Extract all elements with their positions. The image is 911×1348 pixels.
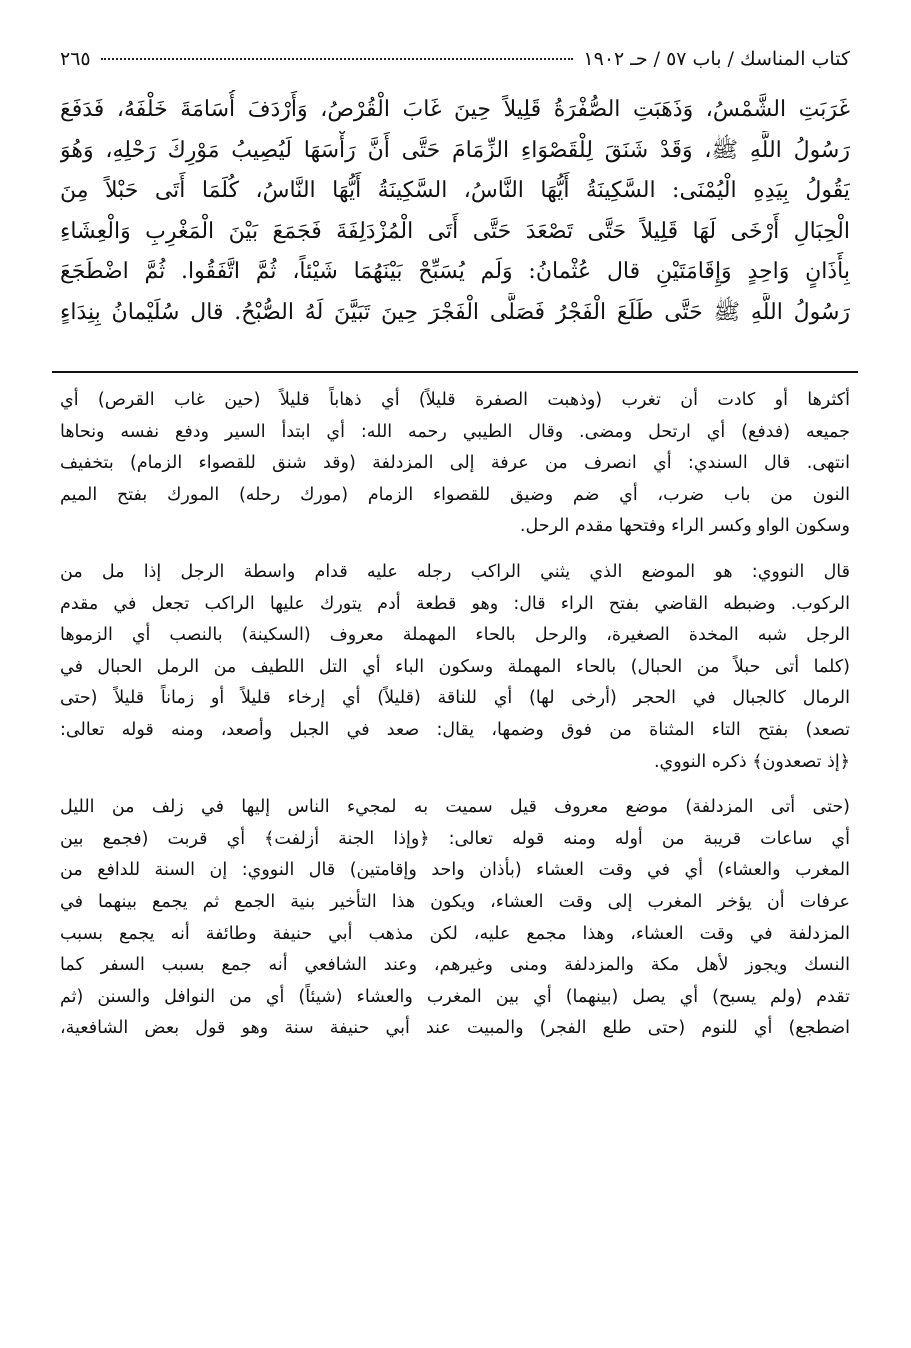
hadith-text: [60, 90, 850, 333]
commentary-line: (كلما أتى حبلاً من الحبال) بالحاء المهملة وسكون الباء أي التل اللطيف من الرمل الحبال في: [60, 656, 850, 677]
dotted-leader: [101, 58, 574, 60]
hadith-line: بِأَذَانٍ وَاحِدٍ وَإِقَامَتَيْنِ قال عُثْمانُ: وَلَم يُسَبِّحْ بَيْنَهُمَا شَيْئاً، ثُمَّ اتَّفَقُوا. ثُمَّ اضْطَجَعَ: [60, 259, 850, 284]
hadith-line: الْحِبَالِ أَرْخَى لَهَا قَلِيلاً حَتَّى تَصْعَدَ حَتَّى أَتَى الْمُزْدَلِفَةَ فَجَمَعَ بَيْنَ الْمَغْرِبِ وَالْعِشَاءِ: [60, 218, 850, 244]
commentary-line: النسك ويجوز لأهل مكة والمزدلفة ومنى وغيرهم، وعند الشافعي أنه جمع بسبب السفر كما: [60, 955, 850, 976]
hadith-line: غَرَبَتِ الشَّمْسُ، وَذَهَبَتِ الصُّفْرَةُ قَلِيلاً حِينَ غَابَ الْقُرْصُ، وَأَرْدَفَ أُسَامَةَ خَلْفَهُ، فَدَفَعَ: [60, 97, 850, 122]
commentary-line: المغرب والعشاء) أي في وقت العشاء (بأذان واحد وإقامتين) قال النووي: إن السنة للدافع من: [60, 860, 850, 881]
hadith-line: رَسُولُ اللَّهِ ﷺ حَتَّى طَلَعَ الْفَجْرُ فَصَلَّى الْفَجْرَ حِينَ تَبَيَّنَ لَهُ الصُّبْحُ. قال سُلَيْمانُ بِنِدَاءٍ: [60, 299, 850, 325]
commentary-line: (حتى أتى المزدلفة) موضع معروف قيل سميت به لمجيء الناس إليها في زلف من الليل: [60, 797, 850, 818]
commentary-line: اضطجع) أي للنوم (حتى طلع الفجر) والمبيت عند أبي حنيفة سنة وهو قول بعض الشافعية،: [60, 1018, 850, 1039]
commentary-line: انتهى. قال السندي: أي انصرف من عرفة إلى المزدلفة (وقد شنق للقصواء الزمام) بتخفيف: [60, 453, 850, 474]
commentary-line: أي ساعات قريبة من أوله ومنه قوله تعالى: ﴿وإذا الجنة أزلفت﴾ أي قربت (فجمع بين: [60, 828, 850, 849]
hadith-line: يَقُولُ بِيَدِهِ الْيُمْنَى: السَّكِينَةُ أَيُّهَا النَّاسُ، السَّكِينَةُ أَيُّهَا النَّاسُ، كُلَمَا أَتَى حَبْلاً مِنَ: [60, 178, 850, 203]
commentary-line: قال النووي: هو الموضع الذي يثني الراكب رجله عليه قدام واسطة الرجل إذا مل من: [60, 561, 850, 582]
commentary-line: أكثرها أو كادت أن تغرب (وذهبت الصفرة قليلاً) أي ذهاباً قليلاً (حين غاب القرص) أي: [60, 390, 850, 410]
commentary-line: الركوب. وضبطه القاضي بفتح الراء قال: وهو قطعة أدم يتورك عليها الراكب تجعل في مقدم: [60, 593, 850, 614]
commentary-line: المزدلفة في وقت العشاء، وهذا مجمع عليه، لكن مذهب أبي حنيفة وطائفة أنه يجمع بسبب: [60, 923, 850, 944]
commentary-line: ﴿إذ تصعدون﴾ ذكره النووي.: [653, 751, 850, 772]
hadith-line: رَسُولُ اللَّهِ ﷺ، وَقَدْ شَنَقَ لِلْقَصْوَاءِ الزِّمَامَ حَتَّى أَنَّ رَأْسَهَا لَيُصِيبُ مَوْرِكَ رَحْلِهِ، وَهُوَ: [60, 137, 850, 163]
commentary-line: وسكون الواو وكسر الراء وفتحها مقدم الرحل.: [519, 516, 850, 537]
page-number: ٢٦٥: [60, 48, 91, 70]
footnote-separator: [52, 371, 858, 373]
commentary-line: الرمال كالجبال في الحجر (أرخى لها) أي للناقة (قليلاً) أي إرخاء قليلاً أو زماناً قليلاً (حتى: [60, 688, 850, 709]
commentary-line: النون من باب ضرب، أي ضم وضيق للقصواء الزمام (مورك رحله) المورك بفتح الميم: [60, 484, 850, 505]
commentary-line: تقدم (ولم يسبح) أي يصل (بينهما) أي بين المغرب والعشاء (شيئاً) أي من النوافل والسنن (ثم: [60, 986, 850, 1007]
book-chapter-title: كتاب المناسك / باب ٥٧ / حـ ١٩٠٢: [583, 48, 850, 70]
running-header: [60, 48, 850, 82]
commentary-paragraph: [60, 792, 850, 1045]
commentary-block: [60, 385, 850, 1045]
commentary-paragraph: [60, 385, 850, 543]
commentary-line: جميعه (فدفع) أي ارتحل ومضى. وقال الطيبي رحمه الله: أي ابتدأ السير ودفع نفسه ونحاها: [60, 421, 850, 442]
commentary-line: الرجل شبه المخدة الصغيرة، والرحل بالحاء المهملة معروف (السكينة) بالنصب أي الزموها: [60, 625, 850, 646]
book-page: [60, 48, 850, 1059]
commentary-line: تصعد) بفتح التاء المثناة من فوق وضمها، يقال: صعد في الجبل وأصعد، ومنه قوله تعالى:: [60, 719, 850, 740]
commentary-paragraph: [60, 557, 850, 778]
commentary-line: عرفات أن يؤخر المغرب إلى وقت العشاء، ويكون هذا التأخير بنية الجمع ثم يجمع بينهما في: [60, 891, 850, 912]
